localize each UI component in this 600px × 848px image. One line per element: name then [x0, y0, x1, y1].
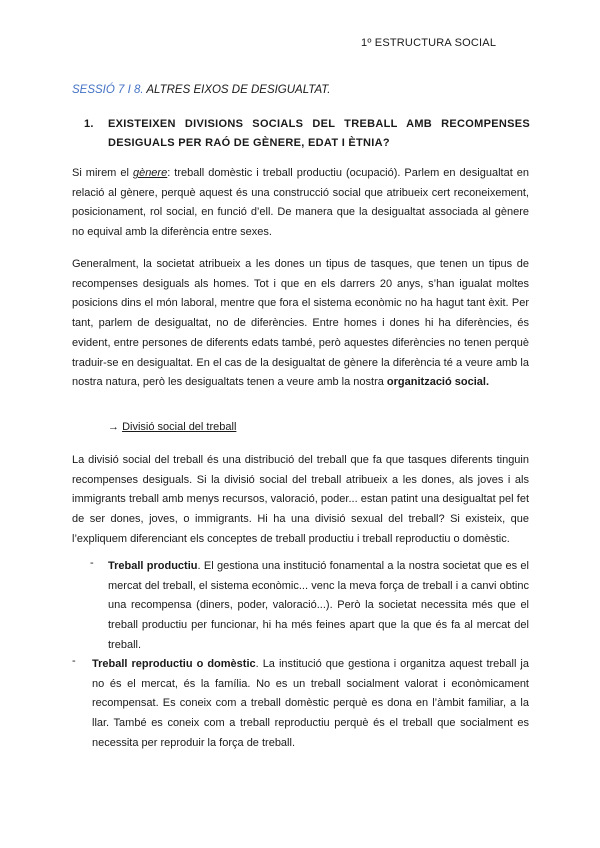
paragraph-gender	[72, 164, 529, 243]
term-gender: gènere	[132, 167, 168, 179]
bullet-term: Treball productiu	[108, 560, 198, 572]
session-title	[72, 84, 330, 96]
bullet-text: . El gestiona una institució fonamental a la nostra societat que es el mercat del treball, el sistema econòmic... venc la meva força de treball i a canvi obtinc una recompensa (diners, poder, valoració...). Però la societat necessita més que el treball productiu per funcionar, hi ha més feines apart que la que és fa al mercat del treball.	[108, 560, 529, 651]
session-number: SESSIÓ 7 I 8.	[72, 84, 144, 96]
arrow-icon: →	[108, 421, 119, 433]
bullet-term: Treball reproductiu o domèstic	[92, 658, 256, 670]
bullet-dash: -	[90, 557, 94, 569]
term-social-organization: organització social.	[386, 376, 490, 389]
paragraph-text: Generalment, la societat atribueix a les dones un tipus de tasques, que tenen un tipus de recompenses desiguals als homes. Tot i que en els darrers 20 anys, s’han igualat moltes posicions dins el món laboral, mentre que fora el sistema econòmic no ha hagut tant èxit. Per tant, parlem de desigualtat, no de diferències. Entre homes i dones hi ha diferències, és evident, entre persones de diferents edats també, però aquestes diferències no tenen perquè traduir-se en desigualtat. En el cas de la desigualtat de gènere la diferència té a veure amb la nostra natura, però les desigualtats tenen a veure amb la nostra	[72, 258, 529, 389]
bullet-reproductive-work	[92, 655, 529, 754]
paragraph-text: La divisió social del treball és una distribució del treball que fa que tasques diferents tinguin recompenses desiguals. Si la divisió social del treball atribueix a les dones, als joves i als immigrants treball amb menys recursos, valoració, poder... estan patint una desigualtat pel fet de ser dones, joves, o immigrants. Hi ha una divisió sexual del treball? Si existeix, que l’expliquem diferenciant els conceptes de treball productiu i treball reproductiu o domèstic.	[72, 454, 529, 545]
paragraph-text: : treball domèstic i treball productiu (ocupació). Parlem en desigualtat en relació al gènere, perquè aquest és una construcció social que atribueix cert reconeixement, posicionament, rol social, en funció d’ell. De manera que la desigualtat associada al gènere no equival amb la diferència entre sexes.	[72, 167, 530, 239]
paragraph-division	[72, 451, 529, 550]
bullet-productive-work	[108, 557, 529, 656]
section-heading	[84, 115, 530, 153]
bullet-dash: -	[72, 655, 76, 667]
paragraph-inequality	[72, 255, 529, 393]
section-title: EXISTEIXEN DIVISIONS SOCIALS DEL TREBALL AMB RECOMPENSES DESIGUALS PER RAÓ DE GÈNERE, EDAT I ÈTNIA?	[108, 118, 530, 149]
subsection-heading	[108, 421, 236, 433]
page-header: 1º ESTRUCTURA SOCIAL	[361, 37, 497, 49]
session-name: ALTRES EIXOS DE DESIGUALTAT.	[146, 84, 331, 96]
bullet-text: . La institució que gestiona i organitza aquest treball ja no és el mercat, és la família. No es un treball socialment valorat i econòmicament recompensat. Es coneix com a treball domèstic perquè es dona en l’àmbit familiar, a la llar. També es coneix com a treball reproductiu perquè és el treball que socialment es necessita per reproduir la força de treball.	[92, 658, 529, 749]
subsection-title: Divisió social del treball	[122, 421, 237, 433]
paragraph-text: Si mirem el	[72, 167, 133, 179]
section-number: 1.	[84, 118, 94, 130]
